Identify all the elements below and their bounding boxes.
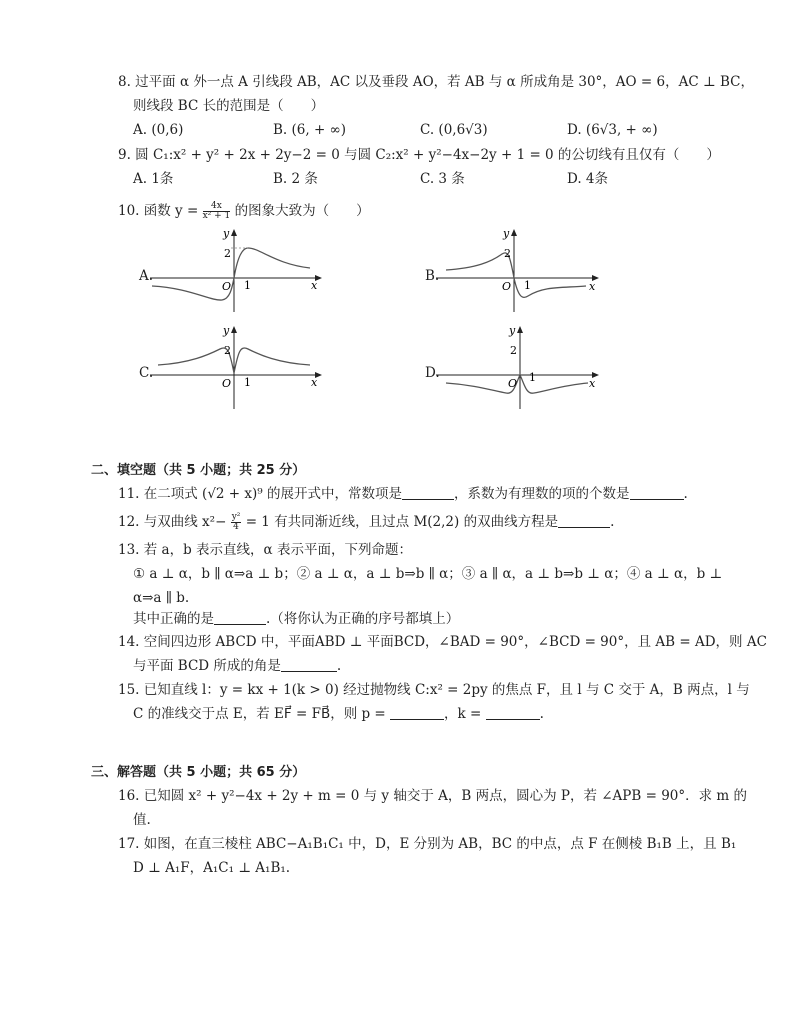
q13-line3: α⇒a ∥ b. — [133, 590, 190, 606]
graph-d-tick-y: 2 — [510, 344, 517, 357]
q14-line2a: 与平面 BCD 所成的角是 — [133, 658, 281, 674]
graph-d-label: D. — [425, 365, 440, 381]
q8-option-a: A. (0,6) — [133, 122, 184, 138]
q15-line2a: C 的准线交于点 E，若 EF⃗ = FB⃗，则 p = — [133, 706, 386, 722]
q10-prefix: 10. 函数 y = — [118, 203, 199, 219]
graph-b-tick-y: 2 — [504, 247, 511, 260]
q13-line4b: .（将你认为正确的序号都填上） — [266, 611, 460, 627]
q15-blank-p[interactable] — [390, 705, 444, 720]
q11 — [118, 484, 688, 504]
graph-c — [150, 323, 330, 411]
q15-line2b: ，k = — [444, 706, 482, 722]
q11-b: ，系数为有理数的项的个数是 — [454, 486, 630, 502]
q14-line2b: . — [336, 658, 342, 674]
q9-option-a: A. 1条 — [133, 171, 174, 187]
q17-line1: 17. 如图，在直三棱柱 ABC−A₁B₁C₁ 中，D，E 分别为 AB，BC 的中点，点 F 在侧棱 B₁B 上，且 B₁ — [118, 836, 737, 852]
q8-line2: 则线段 BC 长的范围是（ ） — [133, 98, 325, 114]
q14-line1: 14. 空间四边形 ABCD 中，平面ABD ⊥ 平面BCD，∠BAD = 90°，∠BCD = 90°，且 AB = AD，则 AC — [118, 634, 767, 650]
q12-c: . — [610, 514, 615, 530]
graph-b — [436, 226, 606, 314]
graph-d-origin: O — [508, 377, 518, 390]
q13-line1: 13. 若 a，b 表示直线，α 表示平面，下列命题： — [118, 542, 412, 558]
graph-a-axis-x: x — [311, 279, 318, 292]
q12-a: 12. 与双曲线 x²− — [118, 514, 227, 530]
q8-option-c: C. (0,6√3) — [420, 122, 488, 138]
q10-fraction-num: 4x — [203, 202, 231, 212]
q15-line2c: . — [539, 706, 544, 722]
q16-line2: 值. — [133, 812, 151, 828]
graph-a-tick-y: 2 — [224, 247, 231, 260]
q14-line2 — [133, 656, 341, 676]
graph-c-label: C. — [139, 365, 154, 381]
q11-c: . — [683, 486, 688, 502]
graph-a-origin: O — [222, 280, 232, 293]
q11-blank-2[interactable] — [630, 485, 684, 500]
section2-title: 二、填空题（共 5 小题；共 25 分） — [91, 463, 306, 478]
q14-blank[interactable] — [281, 657, 337, 672]
q8-option-b: B. (6, + ∞) — [273, 122, 347, 138]
q8-line1: 8. 过平面 α 外一点 A 引线段 AB，AC 以及垂段 AO，若 AB 与 α 所成角是 30°，AO = 6，AC ⊥ BC， — [118, 74, 754, 90]
graph-b-axis-x: x — [589, 280, 596, 293]
q9-text: 9. 圆 C₁:x² + y² + 2x + 2y−2 = 0 与圆 C₂:x² + y²−4x−2y + 1 = 0 的公切线有且仅有（ ） — [118, 147, 720, 163]
q15-line1: 15. 已知直线 l：y = kx + 1(k > 0) 经过抛物线 C:x² = 2py 的焦点 F，且 l 与 C 交于 A，B 两点，l 与 — [118, 682, 750, 698]
q9-option-c: C. 3 条 — [420, 171, 465, 187]
section3-title: 三、解答题（共 5 小题；共 65 分） — [91, 765, 306, 780]
graph-c-axis-x: x — [311, 376, 318, 389]
graph-c-tick-x: 1 — [244, 376, 251, 389]
graph-b-origin: O — [502, 280, 512, 293]
q16-line1: 16. 已知圆 x² + y²−4x + 2y + m = 0 与 y 轴交于 A，B 两点，圆心为 P，若 ∠APB = 90°．求 m 的 — [118, 788, 748, 804]
graph-c-axis-y: y — [223, 324, 230, 337]
q12-fraction-num: y² — [231, 512, 241, 522]
q12-b: = 1 有共同渐近线，且过点 M(2,2) 的双曲线方程是 — [245, 514, 559, 530]
graph-b-axis-y: y — [503, 227, 510, 240]
q12-fraction — [231, 513, 242, 532]
q15-blank-k[interactable] — [486, 705, 540, 720]
q13-line4 — [133, 609, 459, 629]
q13-line4a: 其中正确的是 — [133, 611, 214, 627]
graph-c-tick-y: 2 — [224, 344, 231, 357]
graph-c-origin: O — [222, 377, 232, 390]
q13-line2: ① a ⊥ α，b ∥ α⇒a ⊥ b；② a ⊥ α，a ⊥ b⇒b ∥ α；③ a ∥ α，a ⊥ b⇒b ⊥ α；④ a ⊥ α，b ⊥ — [133, 566, 723, 582]
graph-a-label: A. — [139, 268, 154, 284]
q8-option-d: D. (6√3, + ∞) — [567, 122, 658, 138]
q9-option-b: B. 2 条 — [273, 171, 318, 187]
q10-fraction-den: x² + 1 — [202, 211, 231, 221]
graph-d-tick-x: 1 — [529, 371, 536, 384]
q13-blank[interactable] — [214, 610, 266, 625]
q15-line2 — [133, 704, 544, 724]
graph-d — [436, 323, 606, 411]
q10-suffix: 的图象大致为（ ） — [234, 203, 370, 219]
q10-stem — [118, 201, 370, 221]
q12-fraction-den: 4 — [233, 522, 239, 532]
q17-line2: D ⊥ A₁F，A₁C₁ ⊥ A₁B₁. — [133, 860, 291, 876]
graph-a-axis-y: y — [223, 227, 230, 240]
q11-blank-1[interactable] — [402, 485, 454, 500]
q9-option-d: D. 4条 — [567, 171, 609, 187]
graph-b-tick-x: 1 — [524, 279, 531, 292]
q12 — [118, 512, 614, 532]
graph-d-axis-x: x — [589, 377, 596, 390]
graph-a — [150, 226, 330, 314]
q12-blank[interactable] — [558, 513, 610, 528]
q11-a: 11. 在二项式 (√2 + x)⁹ 的展开式中，常数项是 — [118, 486, 402, 502]
graph-b-label: B. — [425, 268, 440, 284]
q10-fraction — [203, 202, 231, 221]
graph-d-axis-y: y — [509, 324, 516, 337]
graph-a-tick-x: 1 — [244, 279, 251, 292]
